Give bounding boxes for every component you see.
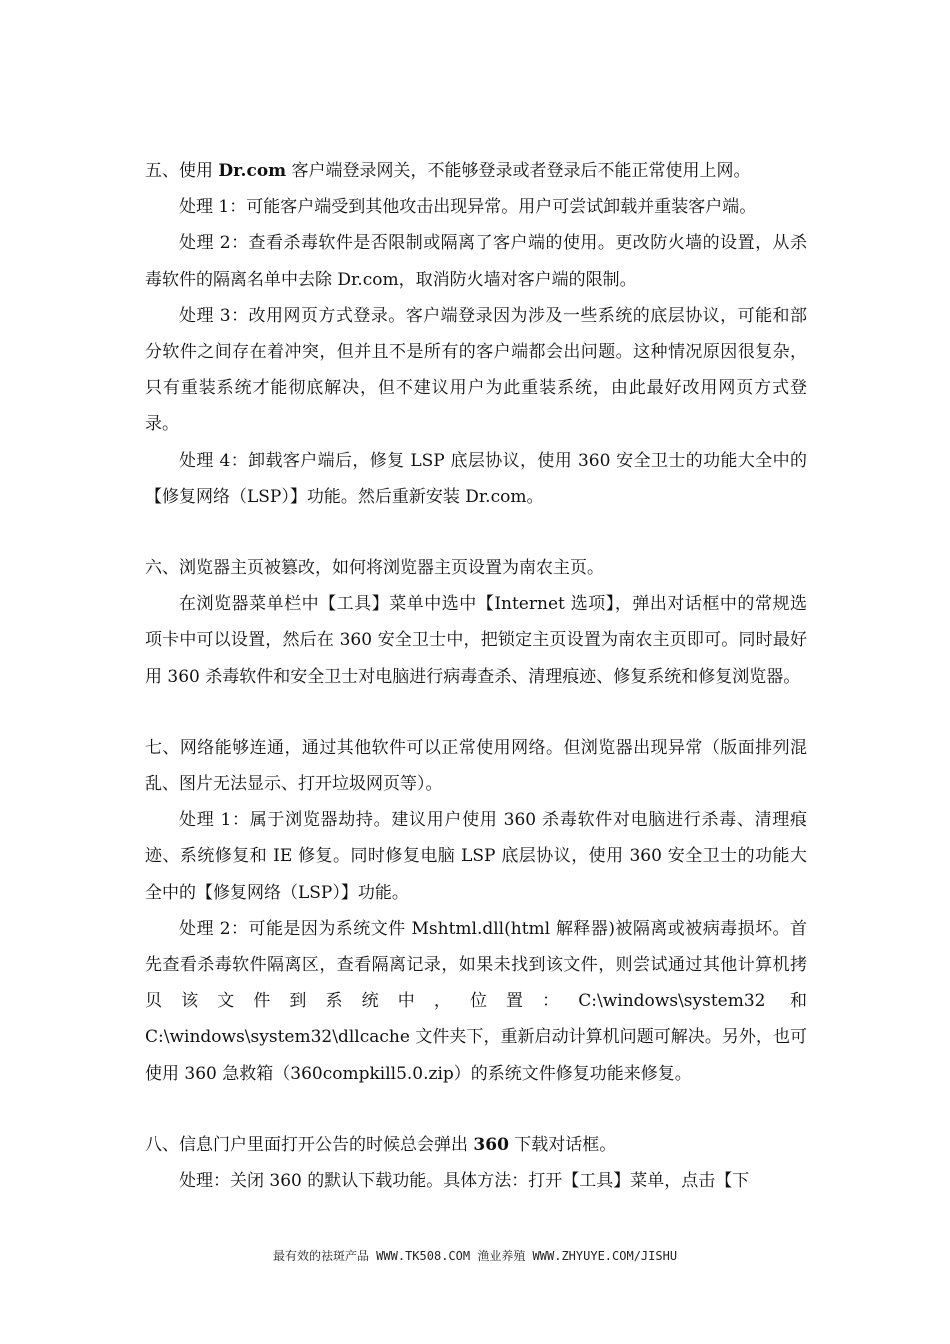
section-6 <box>145 550 807 695</box>
paragraph: 处理：关闭 360 的默认下载功能。具体方法：打开【工具】菜单，点击【下 <box>179 1171 750 1192</box>
page-footer: 最有效的祛斑产品 WWW.TK508.COM 渔业养殖 WWW.ZHYUYE.COM/JISHU <box>272 1249 678 1263</box>
section-5 <box>145 153 807 515</box>
paragraph: 处理 4：卸载客户端后，修复 LSP 底层协议，使用 360 安全卫士的功能大全中的【修复网络（LSP）】功能。然后重新安装 Dr.com。 <box>145 450 807 507</box>
section-heading: 六、浏览器主页被篡改，如何将浏览器主页设置为南农主页。 <box>145 558 604 579</box>
section-heading <box>145 1127 807 1163</box>
heading-text: 下载对话框。 <box>508 1134 617 1155</box>
heading-text: 八、信息门户里面打开公告的时候总会弹出 <box>145 1134 474 1155</box>
heading-bold-term: Dr.com <box>218 161 287 181</box>
paragraph: 处理 2：可能是因为系统文件 Mshtml.dll(html 解释器)被隔离或被病毒损坏。首先查看杀毒软件隔离区，查看隔离记录，如果未找到该文件，则尝试通过其他计算机拷贝该文件到系统中，位置：C:\windows\system32 和 C:\windows\system32\dllcache 文件夹下，重新启动计算机问题可解决。另外，也可使用 360 急救箱（360compkill5.0.zip）的系统文件修复功能来修复。 <box>145 918 807 1084</box>
heading-bold-term: 360 <box>473 1134 509 1155</box>
paragraph: 处理 1：可能客户端受到其他攻击出现异常。用户可尝试卸载并重装客户端。 <box>179 197 757 218</box>
section-heading <box>145 153 807 189</box>
section-8 <box>145 1127 807 1199</box>
paragraph: 在浏览器菜单栏中【工具】菜单中选中【Internet 选项】，弹出对话框中的常规选项卡中可以设置，然后在 360 安全卫士中，把锁定主页设置为南农主页即可。同时最好用 360 杀毒软件和安全卫士对电脑进行病毒查杀、清理痕迹、修复系统和修复浏览器。 <box>145 594 807 687</box>
paragraph: 处理 1：属于浏览器劫持。建议用户使用 360 杀毒软件对电脑进行杀毒、清理痕迹、系统修复和 IE 修复。同时修复电脑 LSP 底层协议，使用 360 安全卫士的功能大全中的【修复网络（LSP）】功能。 <box>145 810 807 903</box>
document-body <box>145 153 807 1199</box>
heading-text: 客户端登录网关，不能够登录或者登录后不能正常使用上网。 <box>286 161 751 181</box>
section-7 <box>145 730 807 1092</box>
paragraph: 处理 2：查看杀毒软件是否限制或隔离了客户端的使用。更改防火墙的设置，从杀毒软件的隔离名单中去除 Dr.com，取消防火墙对客户端的限制。 <box>145 233 807 290</box>
paragraph: 处理 3：改用网页方式登录。客户端登录因为涉及一些系统的底层协议，可能和部分软件之间存在着冲突，但并且不是所有的客户端都会出问题。这种情况原因很复杂，只有重装系统才能彻底解决，但不建议用户为此重装系统，由此最好改用网页方式登录。 <box>145 305 807 435</box>
section-heading: 七、网络能够连通，通过其他软件可以正常使用网络。但浏览器出现异常（版面排列混乱、图片无法显示、打开垃圾网页等）。 <box>145 737 807 795</box>
heading-text: 五、使用 <box>145 161 219 181</box>
